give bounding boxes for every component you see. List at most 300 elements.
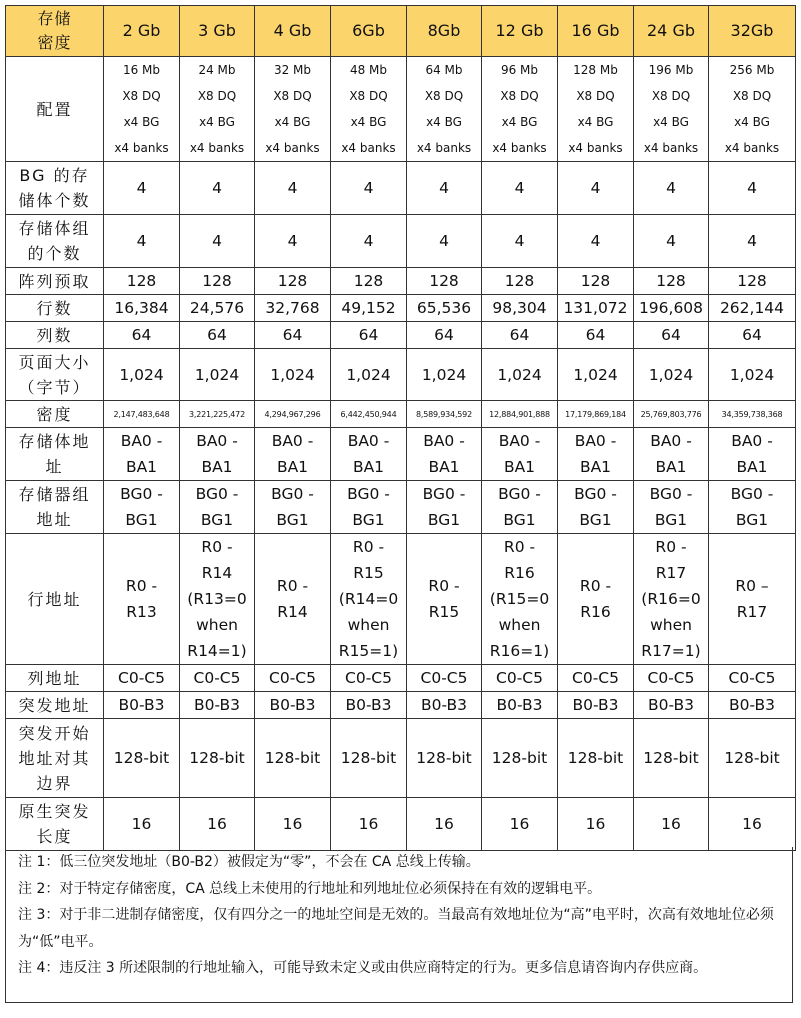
cell-line: 32 Mb [273, 63, 312, 77]
table-cell: 128 [634, 268, 709, 295]
cell-line: 64 Mb [425, 63, 463, 77]
table-cell: B0-B3 [180, 692, 255, 719]
table-cell: 64 [331, 322, 407, 349]
table-cell: 4 [331, 162, 407, 215]
cell-line: x4 BG [350, 115, 387, 129]
table-cell: 128 [558, 268, 634, 295]
table-cell: B0-B3 [255, 692, 331, 719]
row-config [6, 57, 796, 162]
table-cell: 1,024 [482, 349, 558, 401]
table-cell [331, 481, 407, 534]
cell-line: BA0 - [498, 432, 541, 450]
column-header: 12 Gb [482, 6, 558, 57]
cell-line: R0 - [579, 577, 612, 595]
table-cell: 4 [709, 215, 796, 268]
table-cell: 4 [634, 162, 709, 215]
cell-line: (R16=0 [641, 590, 701, 608]
cell-line: R17=1) [641, 642, 701, 660]
table-cell: 98,304 [482, 295, 558, 322]
table-cell: B0-B3 [104, 692, 180, 719]
corner-label-line: 密度 [37, 33, 72, 52]
cell-line: (R13=0 [187, 590, 247, 608]
table-cell [180, 428, 255, 481]
table-cell: 16 [482, 798, 558, 851]
cell-line: BG0 - [649, 485, 693, 503]
table-cell: 16 [255, 798, 331, 851]
cell-line: R15 [353, 564, 384, 582]
table-cell: 64 [255, 322, 331, 349]
table-cell [255, 481, 331, 534]
cell-line: when [650, 616, 692, 634]
table-cell: 4 [482, 215, 558, 268]
table-cell: 49,152 [331, 295, 407, 322]
row-label [6, 481, 104, 534]
cell-line: x4 banks [341, 141, 396, 155]
cell-line: X8 DQ [576, 89, 615, 103]
cell-line: R15=1) [338, 642, 399, 660]
table-cell [255, 534, 331, 665]
table-cell: 128 [709, 268, 796, 295]
table-cell: 4 [407, 162, 482, 215]
table-cell: 32,768 [255, 295, 331, 322]
column-header: 32Gb [709, 6, 796, 57]
cell-line: BA0 - [120, 432, 163, 450]
cell-line: x4 BG [426, 115, 462, 129]
row-burst-addr [6, 692, 796, 719]
row-bg-addr [6, 481, 796, 534]
cell-line: BA0 - [731, 432, 773, 450]
table-cell [331, 57, 407, 162]
table-cell: 128-bit [407, 719, 482, 798]
cell-line: R0 - [503, 538, 536, 556]
cell-line: R17 [655, 564, 687, 582]
cell-line: 196 Mb [648, 63, 694, 77]
row-prefetch [6, 268, 796, 295]
table-cell [407, 57, 482, 162]
cell-line: R0 - [428, 577, 460, 595]
table-cell [407, 534, 482, 665]
table-cell: 64 [482, 322, 558, 349]
table-cell [634, 534, 709, 665]
row-burst-len [6, 798, 796, 851]
row-label: 列数 [6, 322, 104, 349]
table-cell: 4 [558, 215, 634, 268]
column-header: 3 Gb [180, 6, 255, 57]
table-cell: 128-bit [634, 719, 709, 798]
cell-line: x4 banks [114, 141, 169, 155]
column-header: 2 Gb [104, 6, 180, 57]
cell-line: X8 DQ [651, 89, 691, 103]
table-cell: 16 [104, 798, 180, 851]
table-cell: 196,608 [634, 295, 709, 322]
table-cell: 16 [634, 798, 709, 851]
cell-line: X8 DQ [732, 89, 772, 103]
cell-line: BG1 [735, 511, 769, 529]
table-cell: 1,024 [634, 349, 709, 401]
cell-line: BA0 - [347, 432, 390, 450]
table-cell: 1,024 [255, 349, 331, 401]
table-cell: 4 [331, 215, 407, 268]
row-label [6, 428, 104, 481]
table-cell: 4 [407, 215, 482, 268]
cell-line: X8 DQ [273, 89, 312, 103]
cell-line: R14 [277, 603, 308, 621]
table-cell [558, 57, 634, 162]
cell-line: BG1 [125, 511, 158, 529]
cell-line: X8 DQ [500, 89, 539, 103]
table-cell: 4 [709, 162, 796, 215]
table-cell: 1,024 [558, 349, 634, 401]
row-label-line: 突发开始 [18, 723, 91, 743]
table-cell: 16 [407, 798, 482, 851]
cell-line: X8 DQ [197, 89, 237, 103]
table-cell: 16 [558, 798, 634, 851]
table-cell: 4,294,967,296 [255, 401, 331, 428]
cell-line: X8 DQ [349, 89, 388, 103]
note-1: 注 1：低三位突发地址（B0-B2）被假定为“零”，不会在 CA 总线上传输。 [18, 854, 480, 870]
row-page-size [6, 349, 796, 401]
table-cell: 131,072 [558, 295, 634, 322]
cell-line: x4 BG [577, 115, 614, 129]
row-label-line: 长度 [36, 827, 73, 846]
row-label [6, 798, 104, 851]
table-cell: 64 [558, 322, 634, 349]
cell-line: BG0 - [271, 485, 314, 503]
cell-line: when [196, 616, 238, 634]
table-cell: B0-B3 [407, 692, 482, 719]
table-cell: 25,769,803,776 [634, 401, 709, 428]
table-cell [180, 534, 255, 665]
table-cell: 128 [180, 268, 255, 295]
cell-line: x4 banks [724, 141, 780, 155]
table-cell [709, 481, 796, 534]
table-cell [482, 428, 558, 481]
cell-line: R16 [504, 564, 535, 582]
table-cell: 2,147,483,648 [104, 401, 180, 428]
cell-line: x4 banks [568, 141, 623, 155]
row-label-line: 存储体地 [18, 432, 91, 451]
memory-density-table [5, 5, 796, 851]
table-cell [255, 57, 331, 162]
table-cell: 8,589,934,592 [407, 401, 482, 428]
table-cell: 64 [180, 322, 255, 349]
table-cell: 1,024 [104, 349, 180, 401]
table-cell: B0-B3 [482, 692, 558, 719]
table-cell: B0-B3 [558, 692, 634, 719]
cell-line: BG0 - [498, 485, 541, 503]
table-cell: 6,442,450,944 [331, 401, 407, 428]
row-label: 列地址 [6, 665, 104, 692]
table-cell: 34,359,738,368 [709, 401, 796, 428]
table-cell: 64 [407, 322, 482, 349]
cell-line: when [347, 616, 390, 634]
cell-line: x4 banks [492, 141, 547, 155]
table-cell: 128 [482, 268, 558, 295]
table-cell: C0-C5 [180, 665, 255, 692]
cell-line: x4 banks [416, 141, 472, 155]
cell-line: 24 Mb [198, 63, 236, 77]
cell-line: R15 [428, 603, 460, 621]
cell-line: x4 banks [189, 141, 245, 155]
row-label-line: BG 的存 [19, 166, 90, 185]
table-cell: 64 [104, 322, 180, 349]
table-cell [180, 57, 255, 162]
cell-line: BA1 [125, 458, 158, 476]
table-cell [558, 534, 634, 665]
table-cell: B0-B3 [634, 692, 709, 719]
table-cell [558, 481, 634, 534]
cell-line: 16 Mb [122, 63, 161, 77]
cell-line: BA1 [276, 458, 309, 476]
cell-line: (R15=0 [489, 590, 550, 608]
row-label-line: 的个数 [27, 244, 82, 263]
table-cell: 128-bit [104, 719, 180, 798]
cell-line: (R14=0 [338, 590, 399, 608]
row-rows [6, 295, 796, 322]
table-cell: 4 [634, 215, 709, 268]
row-label [6, 215, 104, 268]
table-cell: 128-bit [331, 719, 407, 798]
table-cell [482, 534, 558, 665]
table-cell: B0-B3 [331, 692, 407, 719]
table-cell: 4 [558, 162, 634, 215]
cell-line: BA0 - [271, 432, 314, 450]
table-cell: 16 [180, 798, 255, 851]
table-cell: 12,884,901,888 [482, 401, 558, 428]
table-cell: 128 [255, 268, 331, 295]
corner-label [6, 6, 104, 57]
table-cell: C0-C5 [331, 665, 407, 692]
row-label: 阵列预取 [6, 268, 104, 295]
cell-line: R0 - [125, 577, 158, 595]
table-cell: C0-C5 [104, 665, 180, 692]
row-label: 配置 [6, 57, 104, 162]
table-cell [558, 428, 634, 481]
notes-section [5, 847, 793, 1003]
cell-line: R16=1) [489, 642, 550, 660]
cell-line: BA1 [428, 458, 460, 476]
row-label-line: 址 [45, 457, 64, 476]
row-label [6, 349, 104, 401]
cell-line: R17 [736, 603, 768, 621]
table-cell: B0-B3 [709, 692, 796, 719]
cell-line: x4 BG [123, 115, 160, 129]
cell-line: X8 DQ [424, 89, 464, 103]
cell-line: BA0 - [196, 432, 238, 450]
table-cell [331, 534, 407, 665]
row-col-addr [6, 665, 796, 692]
table-cell [331, 428, 407, 481]
table-cell [482, 481, 558, 534]
row-label [6, 162, 104, 215]
table-cell: 128 [407, 268, 482, 295]
row-label: 突发地址 [6, 692, 104, 719]
row-label-line: 存储体组 [18, 219, 91, 238]
table-cell: 16 [709, 798, 796, 851]
cell-line: BA1 [201, 458, 233, 476]
table-cell [104, 57, 180, 162]
cell-line: R14=1) [187, 642, 247, 660]
corner-label-line: 存储 [37, 9, 72, 28]
row-label-line: 存储器组 [18, 485, 91, 504]
cell-line: R16 [580, 603, 611, 621]
cell-line: R14 [201, 564, 233, 582]
table-cell: 17,179,869,184 [558, 401, 634, 428]
table-cell: 4 [104, 215, 180, 268]
table-cell [407, 428, 482, 481]
row-label-line: 储体个数 [18, 191, 91, 210]
table-cell: 128-bit [180, 719, 255, 798]
table-cell [634, 428, 709, 481]
table-cell [104, 428, 180, 481]
cell-line: x4 BG [734, 115, 770, 129]
row-row-addr [6, 534, 796, 665]
cell-line: BA1 [352, 458, 385, 476]
table-cell: 64 [634, 322, 709, 349]
table-cell: C0-C5 [709, 665, 796, 692]
note-3: 注 3：对于非二进制存储密度，仅有四分之一的地址空间是无效的。当最高有效地址位为“高”电平时，次高有效地址位必须为“低”电平。 [18, 907, 774, 950]
table-cell [634, 57, 709, 162]
cell-line: x4 BG [653, 115, 689, 129]
row-label-line: （字节） [18, 377, 91, 397]
cell-line: X8 DQ [122, 89, 161, 103]
cell-line: BA0 - [423, 432, 465, 450]
table-cell [709, 534, 796, 665]
cell-line: R0 - [201, 538, 233, 556]
table-cell [104, 481, 180, 534]
table-cell: 4 [180, 162, 255, 215]
row-label [6, 719, 104, 798]
row-banks-per-bg [6, 162, 796, 215]
cell-line: x4 BG [274, 115, 311, 129]
table-cell: 1,024 [709, 349, 796, 401]
table-cell [255, 428, 331, 481]
cell-line: BG0 - [120, 485, 163, 503]
cell-line: BA0 - [574, 432, 617, 450]
cell-line: x4 banks [265, 141, 320, 155]
cell-line: 256 Mb [729, 63, 775, 77]
table-cell: C0-C5 [255, 665, 331, 692]
cell-line: R13 [126, 603, 157, 621]
cell-line: x4 BG [501, 115, 538, 129]
row-density [6, 401, 796, 428]
cell-line: BG1 [276, 511, 309, 529]
cell-line: BG0 - [574, 485, 617, 503]
cell-line: BG1 [427, 511, 461, 529]
cell-line: BA0 - [650, 432, 692, 450]
table-cell [634, 481, 709, 534]
cell-line: BG0 - [347, 485, 390, 503]
cell-line: R0 – [735, 577, 769, 595]
cell-line: when [498, 616, 541, 634]
column-header: 8Gb [407, 6, 482, 57]
row-label: 密度 [6, 401, 104, 428]
table-cell: 24,576 [180, 295, 255, 322]
cell-line: BA1 [579, 458, 612, 476]
table-cell: 64 [709, 322, 796, 349]
cell-line: R0 - [655, 538, 687, 556]
row-label-line: 原生突发 [18, 802, 91, 821]
cell-line: BG0 - [730, 485, 774, 503]
cell-line: BG1 [654, 511, 688, 529]
cell-line: 96 Mb [500, 63, 539, 77]
cell-line: BA1 [655, 458, 687, 476]
cell-line: x4 BG [199, 115, 235, 129]
table-cell: 4 [104, 162, 180, 215]
table-cell [180, 481, 255, 534]
row-burst-align [6, 719, 796, 798]
table-cell [104, 534, 180, 665]
row-label-line: 地址对其 [18, 748, 91, 768]
table-cell: 4 [180, 215, 255, 268]
cell-line: 48 Mb [349, 63, 388, 77]
table-cell: 4 [482, 162, 558, 215]
cell-line: BA1 [736, 458, 768, 476]
table-cell: 65,536 [407, 295, 482, 322]
table-cell: 1,024 [331, 349, 407, 401]
table-cell: 128-bit [482, 719, 558, 798]
table-cell: 4 [255, 162, 331, 215]
cell-line: BG1 [579, 511, 612, 529]
cell-line: BG0 - [195, 485, 239, 503]
column-header: 24 Gb [634, 6, 709, 57]
table-cell [407, 481, 482, 534]
table-cell: 128 [104, 268, 180, 295]
table-cell: C0-C5 [634, 665, 709, 692]
row-label-line: 页面大小 [18, 352, 91, 372]
cell-line: BG1 [200, 511, 234, 529]
cell-line: BG1 [352, 511, 385, 529]
table-cell: C0-C5 [558, 665, 634, 692]
note-4: 注 4：违反注 3 所述限制的行地址输入，可能导致未定义或由供应商特定的行为。更多信息请咨询内存供应商。 [18, 960, 708, 976]
cell-line: x4 banks [643, 141, 699, 155]
column-header: 6Gb [331, 6, 407, 57]
table-cell: 1,024 [180, 349, 255, 401]
table-cell: 16 [331, 798, 407, 851]
cell-line: BG0 - [422, 485, 466, 503]
row-bank-addr [6, 428, 796, 481]
cell-line: BG1 [503, 511, 536, 529]
column-header: 16 Gb [558, 6, 634, 57]
table-cell: 1,024 [407, 349, 482, 401]
table-cell: 262,144 [709, 295, 796, 322]
table-cell: 16,384 [104, 295, 180, 322]
column-header: 4 Gb [255, 6, 331, 57]
cell-line: 128 Mb [573, 63, 618, 77]
row-label-line: 地址 [36, 510, 73, 529]
cell-line: BA1 [503, 458, 536, 476]
row-bank-groups [6, 215, 796, 268]
cell-line: R0 - [352, 538, 385, 556]
table-cell: C0-C5 [407, 665, 482, 692]
table-cell [709, 428, 796, 481]
table-cell: 128-bit [255, 719, 331, 798]
table-cell: C0-C5 [482, 665, 558, 692]
header-row [6, 6, 796, 57]
row-cols [6, 322, 796, 349]
table-cell: 128 [331, 268, 407, 295]
row-label-line: 边界 [36, 773, 73, 793]
cell-line: R0 - [276, 577, 309, 595]
table-cell: 3,221,225,472 [180, 401, 255, 428]
row-label: 行数 [6, 295, 104, 322]
table-cell: 128-bit [558, 719, 634, 798]
table-cell: 128-bit [709, 719, 796, 798]
table-cell [482, 57, 558, 162]
table-cell [709, 57, 796, 162]
note-2: 注 2：对于特定存储密度，CA 总线上未使用的行地址和列地址位必须保持在有效的逻辑电平。 [18, 880, 602, 897]
table-cell: 4 [255, 215, 331, 268]
